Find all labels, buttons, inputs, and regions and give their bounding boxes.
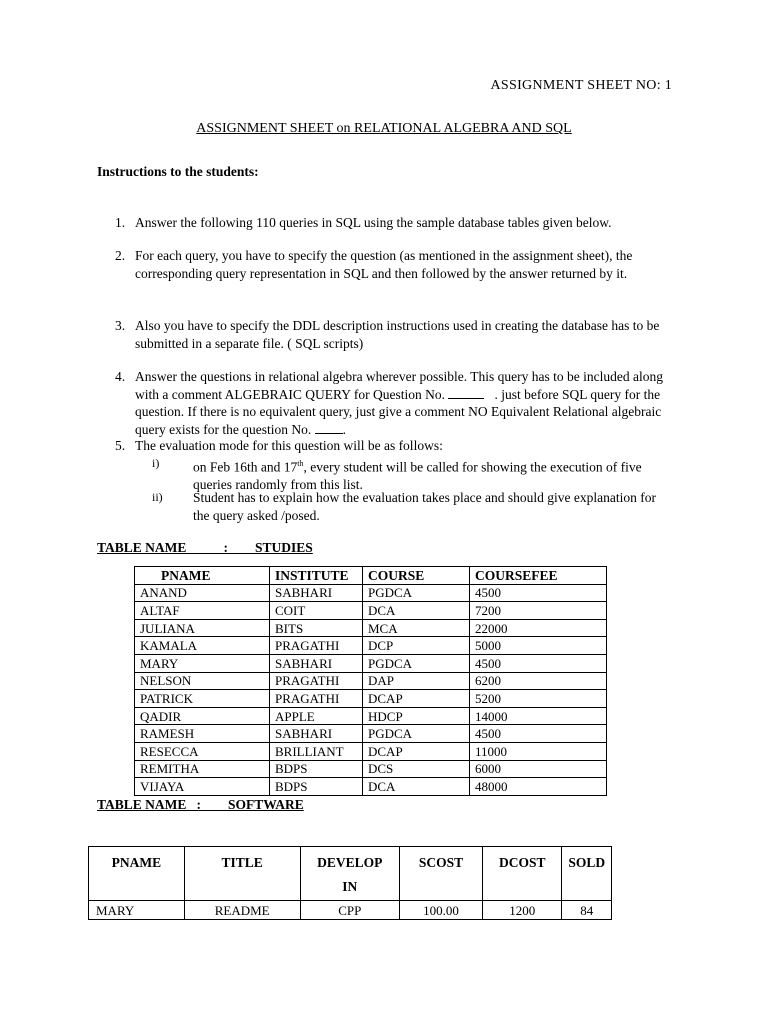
table-row	[135, 637, 607, 655]
table-row	[135, 654, 607, 672]
table-cell: PRAGATHI	[270, 637, 363, 655]
table-header-row	[89, 847, 612, 901]
table-cell: 5200	[470, 690, 607, 708]
table-cell: 11000	[470, 742, 607, 760]
table-cell: SABHARI	[270, 584, 363, 602]
table-cell: DCA	[363, 778, 470, 796]
item-number: 4.	[115, 369, 126, 384]
table-cell: 5000	[470, 637, 607, 655]
table-cell: VIJAYA	[135, 778, 270, 796]
table-cell: README	[184, 901, 300, 920]
table-cell: PGDCA	[363, 725, 470, 743]
studies-table	[134, 566, 607, 796]
answer-blank	[315, 422, 343, 434]
table-cell: DCP	[363, 637, 470, 655]
table-cell: PRAGATHI	[270, 690, 363, 708]
table-cell: 6200	[470, 672, 607, 690]
item-text-part: .	[342, 421, 346, 437]
table-row	[135, 760, 607, 778]
software-table-label: TABLE NAME : SOFTWARE	[97, 797, 304, 812]
column-header: TITLE	[184, 847, 300, 901]
table-cell: KAMALA	[135, 637, 270, 655]
item-text: Also you have to specify the DDL description instructions used in creating the database has to be submitted in a separate file. ( SQL scripts)	[135, 318, 660, 351]
table-cell: 1200	[483, 901, 562, 920]
column-header: PNAME	[89, 847, 185, 901]
page-title: ASSIGNMENT SHEET on RELATIONAL ALGEBRA AND SQL	[196, 121, 572, 136]
column-header: COURSE	[363, 567, 470, 585]
sheet-number: ASSIGNMENT SHEET NO: 1	[490, 78, 672, 93]
column-header: SCOST	[399, 847, 482, 901]
sub-item-text	[193, 455, 672, 494]
table-cell: APPLE	[270, 707, 363, 725]
table-row	[135, 602, 607, 620]
table-cell: BITS	[270, 619, 363, 637]
column-header: INSTITUTE	[270, 567, 363, 585]
table-row	[135, 707, 607, 725]
item-text: For each query, you have to specify the question (as mentioned in the assignment sheet), the corresponding query representation in SQL and then followed by the answer returned by it.	[135, 248, 633, 281]
table-cell: SABHARI	[270, 725, 363, 743]
column-header: PNAME	[135, 567, 270, 585]
sub-item-text-part: on Feb 16th and 17	[193, 459, 298, 475]
table-row	[135, 672, 607, 690]
sub-item	[152, 455, 672, 494]
table-cell: MARY	[89, 901, 185, 920]
table-row	[135, 725, 607, 743]
item-text-part: Answer the questions in relational algebra wherever possible. This query has to be included along with a comment ALGEBRAIC QUERY for Question No.	[135, 369, 663, 402]
table-cell: RAMESH	[135, 725, 270, 743]
table-cell: COIT	[270, 602, 363, 620]
table-cell: 22000	[470, 619, 607, 637]
table-cell: RESECCA	[135, 742, 270, 760]
item-number: 2.	[115, 248, 126, 263]
table-cell: DCS	[363, 760, 470, 778]
table-row	[135, 619, 607, 637]
instruction-item	[115, 214, 675, 232]
studies-table-body	[135, 584, 607, 795]
table-cell: PGDCA	[363, 584, 470, 602]
column-header: DEVELOP IN	[300, 847, 399, 901]
column-header: DCOST	[483, 847, 562, 901]
table-cell: JULIANA	[135, 619, 270, 637]
table-cell: 4500	[470, 654, 607, 672]
item-text-part: . just before SQL query for the question. If there is no equivalent query, just give a comment NO Equivalent Relational algebraic query exists for the question No.	[135, 386, 662, 437]
item-number: 3.	[115, 318, 126, 333]
table-row	[135, 690, 607, 708]
sub-item-text-part: , every student will be called for showing the execution of five queries randomly from this list.	[193, 459, 642, 492]
item-text: Answer the following 110 queries in SQL using the sample database tables given below.	[135, 215, 612, 230]
answer-blank	[448, 387, 484, 399]
table-cell: CPP	[300, 901, 399, 920]
sub-item	[152, 489, 672, 524]
table-cell: BDPS	[270, 778, 363, 796]
table-cell: PATRICK	[135, 690, 270, 708]
column-header: COURSEFEE	[470, 567, 607, 585]
sub-item-number: i)	[152, 456, 160, 470]
instruction-item	[115, 437, 675, 455]
table-cell: 4500	[470, 584, 607, 602]
table-cell: PGDCA	[363, 654, 470, 672]
table-cell: DCAP	[363, 690, 470, 708]
superscript: th	[297, 459, 304, 468]
item-number: 1.	[115, 215, 126, 230]
studies-table-label: TABLE NAME : STUDIES	[97, 540, 313, 555]
software-table-body	[89, 901, 612, 920]
table-cell: PRAGATHI	[270, 672, 363, 690]
table-cell: DCAP	[363, 742, 470, 760]
table-cell: NELSON	[135, 672, 270, 690]
table-cell: DAP	[363, 672, 470, 690]
table-cell: ALTAF	[135, 602, 270, 620]
table-row	[89, 901, 612, 920]
table-header-row	[135, 567, 607, 585]
table-cell: REMITHA	[135, 760, 270, 778]
table-cell: BRILLIANT	[270, 742, 363, 760]
sub-item-number: ii)	[152, 490, 163, 504]
software-table	[88, 846, 612, 920]
table-cell: ANAND	[135, 584, 270, 602]
instruction-item	[115, 247, 675, 282]
table-row	[135, 778, 607, 796]
item-text	[135, 368, 675, 438]
table-cell: 6000	[470, 760, 607, 778]
table-cell: SABHARI	[270, 654, 363, 672]
instructions-heading: Instructions to the students:	[97, 164, 259, 179]
table-cell: 48000	[470, 778, 607, 796]
table-row	[135, 742, 607, 760]
sub-item-text: Student has to explain how the evaluation takes place and should give explanation for the query asked /posed.	[193, 490, 657, 523]
table-cell: 100.00	[399, 901, 482, 920]
table-cell: QADIR	[135, 707, 270, 725]
item-text: The evaluation mode for this question will be as follows:	[135, 438, 443, 453]
instruction-item	[115, 368, 675, 438]
table-cell: MARY	[135, 654, 270, 672]
table-cell: 14000	[470, 707, 607, 725]
table-cell: MCA	[363, 619, 470, 637]
table-cell: BDPS	[270, 760, 363, 778]
table-row	[135, 584, 607, 602]
table-cell: 7200	[470, 602, 607, 620]
instruction-item	[115, 317, 675, 352]
table-cell: 4500	[470, 725, 607, 743]
table-cell: HDCP	[363, 707, 470, 725]
table-cell: DCA	[363, 602, 470, 620]
table-cell: 84	[562, 901, 612, 920]
column-header: SOLD	[562, 847, 612, 901]
item-number: 5.	[115, 438, 126, 453]
